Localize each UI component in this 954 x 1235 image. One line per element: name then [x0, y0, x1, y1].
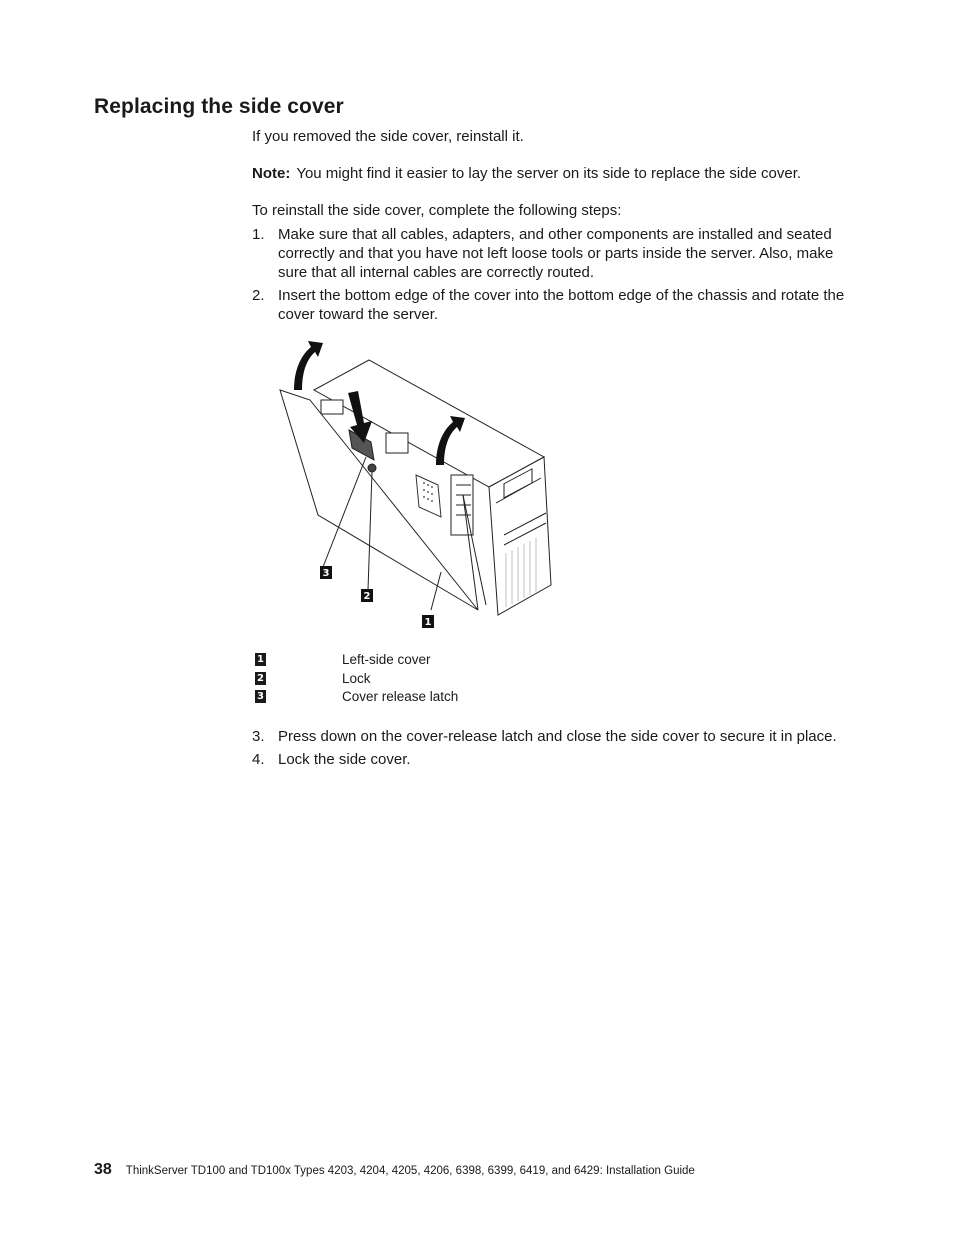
body-text: [252, 127, 852, 328]
page-title: Replacing the side cover: [94, 95, 344, 118]
step-item: [252, 286, 852, 324]
intro-paragraph: If you removed the side cover, reinstall it.: [252, 128, 524, 145]
callout-1: [422, 615, 434, 628]
body-text-continued: [252, 727, 852, 773]
step-number: 4.: [252, 751, 265, 768]
note-text: You might find it easier to lay the server on its side to replace the side cover.: [296, 165, 802, 182]
legend-label: Lock: [342, 670, 371, 686]
step-item: [252, 225, 852, 282]
step-number: 1.: [252, 226, 265, 243]
step-number: 3.: [252, 728, 265, 745]
footer-text: ThinkServer TD100 and TD100x Types 4203, 4204, 4205, 4206, 6398, 6399, 6419, and 6429: Installation Guide: [125, 1165, 695, 1177]
callout-number: 3: [255, 690, 266, 703]
step-text: Insert the bottom edge of the cover into the bottom edge of the chassis and rotate the cover toward the server.: [278, 287, 845, 323]
page-footer: [94, 1161, 854, 1179]
step-item: [252, 727, 852, 746]
step-text: Make sure that all cables, adapters, and other components are installed and seated correctly and that you have not left loose tools or parts inside the server. Also, make sure that all internal cables are correctly routed.: [278, 226, 834, 281]
legend-row: [255, 651, 555, 670]
callout-1-label: 1: [424, 617, 432, 628]
side-cover-illustration: [276, 335, 566, 635]
step-text: Lock the side cover.: [278, 751, 411, 768]
step-number: 2.: [252, 287, 265, 304]
figure-legend: [255, 651, 555, 707]
rotate-arrow-left: [294, 341, 323, 390]
callout-3: [320, 566, 332, 579]
step-text: Press down on the cover-release latch and close the side cover to secure it in place.: [278, 728, 837, 745]
legend-row: [255, 670, 555, 689]
steps-list-first: [252, 225, 852, 324]
callout-number: 2: [255, 672, 266, 685]
lock: [368, 464, 376, 472]
page-number: 38: [94, 1161, 112, 1178]
steps-list-second: [252, 727, 852, 769]
callout-3-label: 3: [322, 568, 330, 579]
legend-label: Left-side cover: [342, 652, 431, 667]
note-label: Note:: [252, 165, 291, 182]
step-item: [252, 750, 852, 769]
server-diagram: [276, 335, 566, 635]
note-paragraph: [252, 164, 852, 183]
callout-number: 1: [255, 653, 266, 666]
legend-label: Cover release latch: [342, 689, 459, 704]
callout-2: [361, 589, 373, 602]
steps-lead: To reinstall the side cover, complete the following steps:: [252, 202, 622, 219]
callout-2-label: 2: [363, 591, 371, 602]
legend-row: [255, 688, 555, 707]
